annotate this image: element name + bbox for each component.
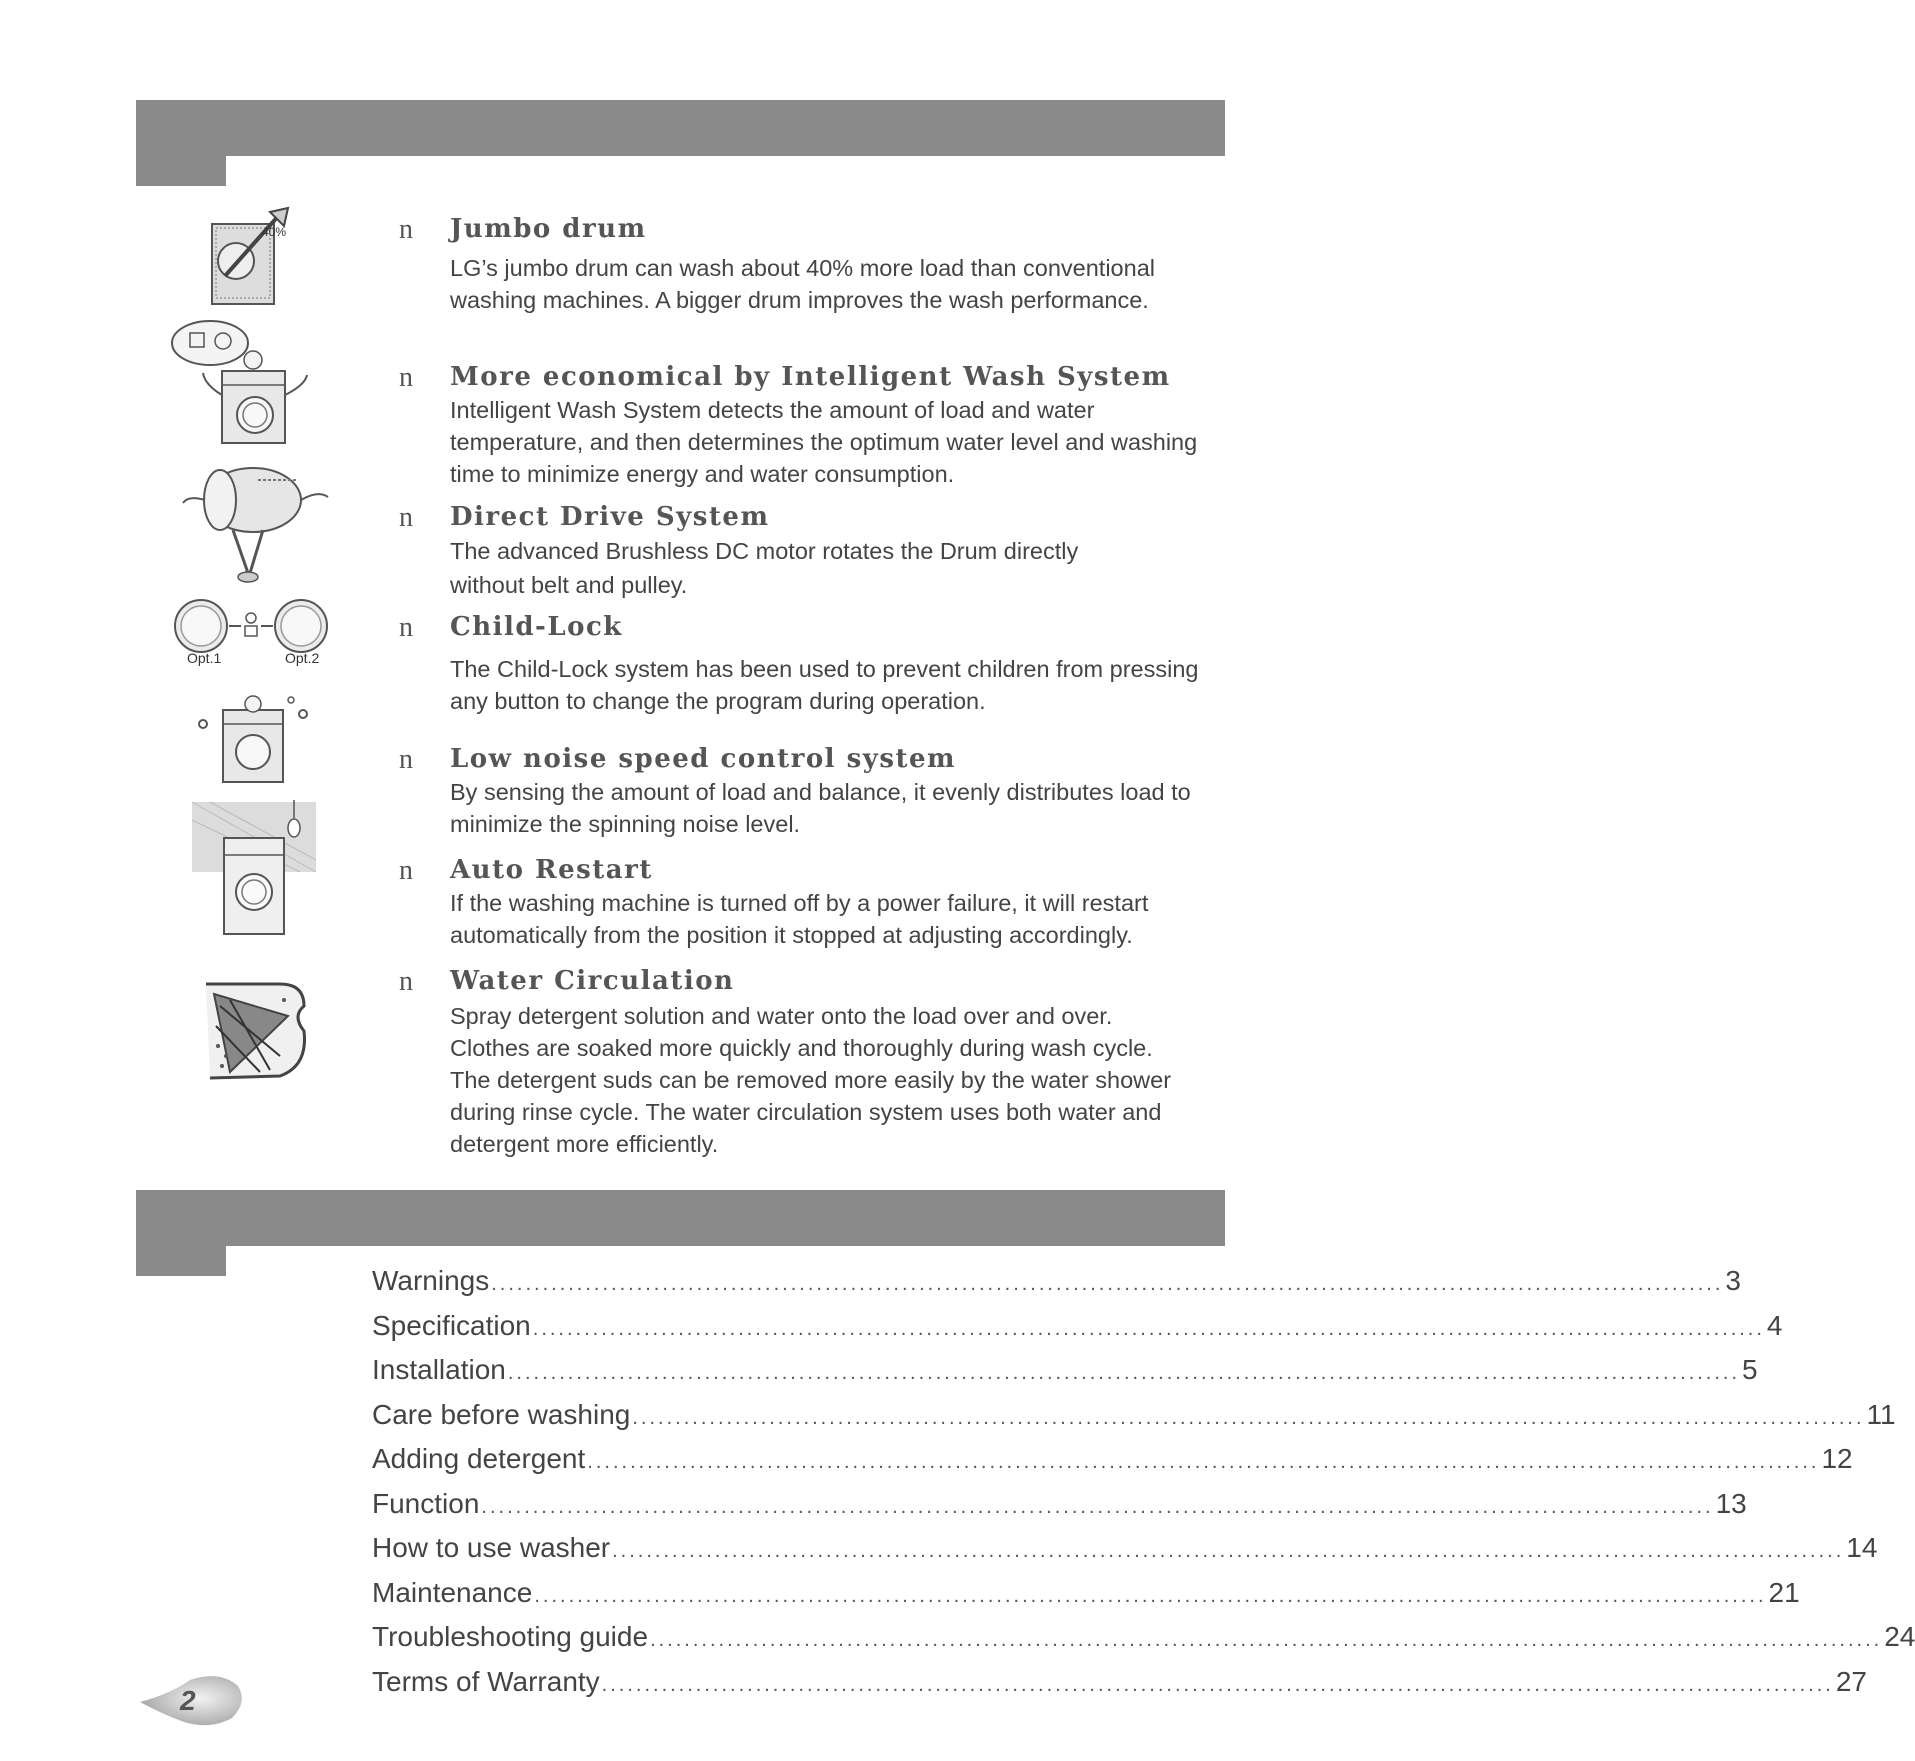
bullet-marker: n	[399, 855, 413, 886]
low-noise-icon	[195, 692, 315, 792]
toc-label: Care before washing	[372, 1398, 631, 1430]
toc-page: 27	[1835, 1665, 1867, 1697]
bullet-marker: n	[399, 502, 413, 533]
water-circulation-icon	[200, 976, 312, 1091]
toc-page: 3	[1725, 1265, 1741, 1296]
toc-leader: ................................................................................................................................................	[481, 1495, 1714, 1518]
toc-row[interactable]	[372, 1576, 1800, 1622]
toc-leader: ................................................................................................................................................	[532, 1317, 1765, 1340]
svg-text:40%: 40%	[262, 225, 287, 239]
feature-description: Intelligent Wash System detects the amount of load and water temperature, and then determines the optimum water level and washing time to minimize energy and water consumption.	[450, 397, 1198, 487]
toc-leader: ................................................................................................................................................	[650, 1629, 1883, 1651]
contents-header-tab	[136, 1246, 226, 1276]
features-header-tab	[136, 156, 226, 186]
direct-drive-icon	[178, 455, 333, 590]
toc-row[interactable]	[372, 1487, 1747, 1533]
feature-description: The Child-Lock system has been used to prevent children from pressing any button to change the program during operation.	[450, 656, 1199, 714]
bullet-marker: n	[399, 612, 413, 643]
feature-title: Low noise speed control system	[450, 744, 957, 774]
toc-leader: ................................................................................................................................................	[632, 1406, 1865, 1429]
feature-title: Jumbo drum	[450, 214, 647, 244]
bullet-marker: n	[399, 214, 413, 245]
toc-label: Adding detergent	[372, 1443, 586, 1474]
toc-leader: ................................................................................................................................................	[601, 1673, 1834, 1696]
toc-row[interactable]	[372, 1309, 1783, 1355]
toc-row[interactable]	[372, 1443, 1853, 1488]
feature-description: By sensing the amount of load and balance, it evenly distributes load to minimize the spinning noise level.	[450, 779, 1191, 837]
feature-title: Water Circulation	[450, 966, 735, 996]
bullet-marker: n	[399, 966, 413, 997]
child-lock-buttons-icon	[173, 598, 333, 675]
toc-leader: ................................................................................................................................................	[534, 1584, 1767, 1607]
feature-title: Auto Restart	[450, 855, 653, 885]
feature-description: If the washing machine is turned off by a power failure, it will restart automatically from the position it stopped at adjusting accordingly.	[450, 890, 1149, 948]
bullet-marker: n	[399, 744, 413, 775]
toc-label: Terms of Warranty	[372, 1665, 600, 1697]
toc-row[interactable]	[372, 1265, 1741, 1310]
toc-page: 24	[1884, 1621, 1915, 1652]
toc-page: 4	[1766, 1309, 1783, 1341]
opt2-label: Opt.2	[285, 650, 320, 666]
toc-page: 13	[1715, 1487, 1747, 1519]
opt1-label: Opt.1	[187, 650, 222, 666]
toc-leader: ................................................................................................................................................	[587, 1451, 1820, 1473]
toc-page: 12	[1821, 1443, 1853, 1474]
intelligent-wash-icon	[165, 315, 315, 455]
toc-row[interactable]	[372, 1532, 1878, 1577]
toc-label: Function	[372, 1487, 480, 1519]
features-header-bar	[136, 100, 1225, 156]
table-of-contents	[372, 1265, 1915, 1710]
toc-page: 21	[1768, 1576, 1800, 1608]
toc-page: 14	[1846, 1532, 1878, 1563]
toc-label: Warnings	[372, 1265, 490, 1296]
toc-row[interactable]	[372, 1354, 1758, 1399]
feature-title: Direct Drive System	[450, 502, 770, 532]
feature-title: More economical by Intelligent Wash System	[450, 362, 1171, 392]
toc-label: Specification	[372, 1309, 531, 1341]
toc-leader: ................................................................................................................................................	[491, 1273, 1724, 1295]
auto-restart-icon	[190, 800, 320, 945]
page-number: 2	[180, 1685, 196, 1716]
toc-row[interactable]	[372, 1621, 1915, 1666]
toc-leader: ................................................................................................................................................	[507, 1362, 1741, 1384]
toc-row[interactable]	[372, 1665, 1867, 1711]
feature-title: Child-Lock	[450, 612, 623, 642]
feature-description: Spray detergent solution and water onto the load over and over. Clothes are soaked more quickly and thoroughly during wash cycle. The detergent suds can be removed more easily by the water shower during rinse cycle. The water circulation system uses both water and detergent more efficiently.	[450, 1003, 1172, 1157]
bullet-marker: n	[399, 362, 413, 393]
toc-page: 5	[1742, 1354, 1758, 1385]
toc-label: Maintenance	[372, 1576, 533, 1608]
toc-label: Installation	[372, 1354, 506, 1385]
toc-leader: ................................................................................................................................................	[612, 1540, 1845, 1562]
feature-description: LG’s jumbo drum can wash about 40% more load than conventional washing machines. A bigger drum improves the wash performance.	[450, 255, 1155, 313]
toc-label: Troubleshooting guide	[372, 1621, 649, 1652]
toc-label: How to use washer	[372, 1532, 611, 1563]
contents-header-bar	[136, 1190, 1225, 1246]
toc-page: 11	[1866, 1398, 1896, 1430]
jumbo-drum-icon	[200, 206, 300, 311]
feature-description: The advanced Brushless DC motor rotates the Drum directly without belt and pulley.	[450, 538, 1079, 598]
toc-row[interactable]	[372, 1398, 1896, 1444]
